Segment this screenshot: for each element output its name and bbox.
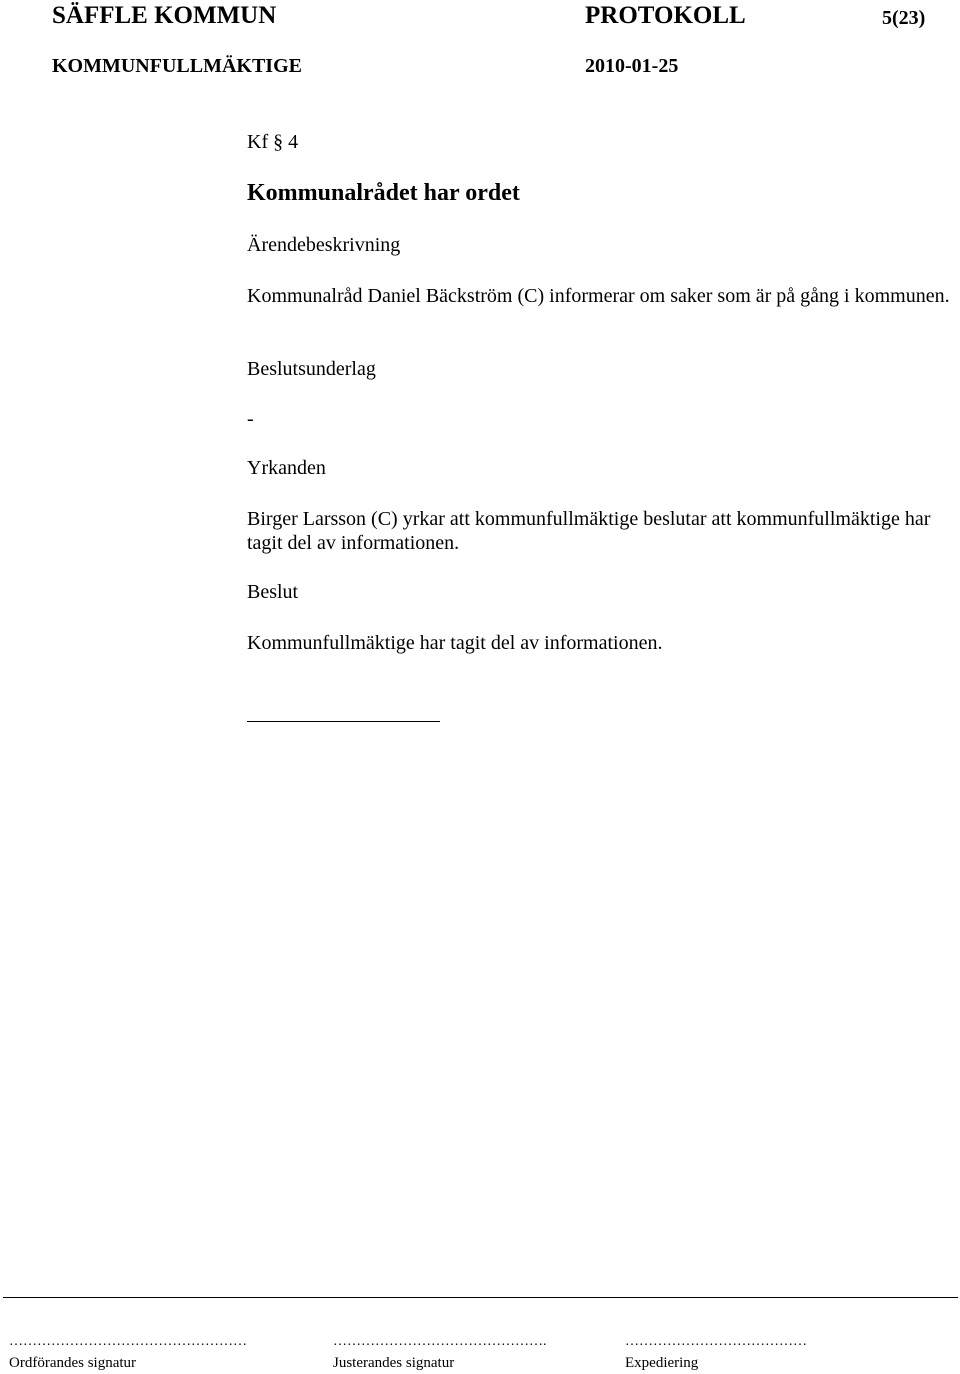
section-reference: Kf § 4 [247, 131, 299, 153]
basis-heading: Beslutsunderlag [247, 358, 376, 380]
item-title: Kommunalrådet har ordet [247, 180, 520, 206]
dispatch-line: ………………………………… [625, 1334, 807, 1349]
chair-signature-line: …………………………………………… [9, 1334, 247, 1349]
adjuster-signature-line: ………………………………………. [333, 1334, 547, 1349]
decision-text: Kommunfullmäktige har tagit del av informationen. [247, 632, 663, 654]
meeting-date: 2010-01-25 [585, 55, 679, 77]
page-number: 5(23) [882, 7, 926, 29]
decision-heading: Beslut [247, 581, 299, 603]
description-text: Kommunalråd Daniel Bäckström (C) informerar om saker som är på gång i kommunen. [247, 285, 950, 307]
basis-text: - [247, 408, 254, 430]
motions-text: Birger Larsson (C) yrkar att kommunfullmäktige beslutar att kommunfullmäktige har tagit del av informationen. [247, 508, 931, 554]
municipality-name: SÄFFLE KOMMUN [52, 2, 277, 29]
dispatch-label: Expediering [625, 1355, 699, 1371]
adjuster-signature-label: Justerandes signatur [333, 1355, 455, 1371]
assembly-name: KOMMUNFULLMÄKTIGE [52, 55, 302, 77]
chair-signature-label: Ordförandes signatur [9, 1355, 137, 1371]
footer-rule [3, 1297, 958, 1298]
motions-heading: Yrkanden [247, 457, 326, 479]
document-type: PROTOKOLL [585, 2, 746, 29]
section-end-rule [247, 721, 440, 722]
description-heading: Ärendebeskrivning [247, 234, 401, 256]
